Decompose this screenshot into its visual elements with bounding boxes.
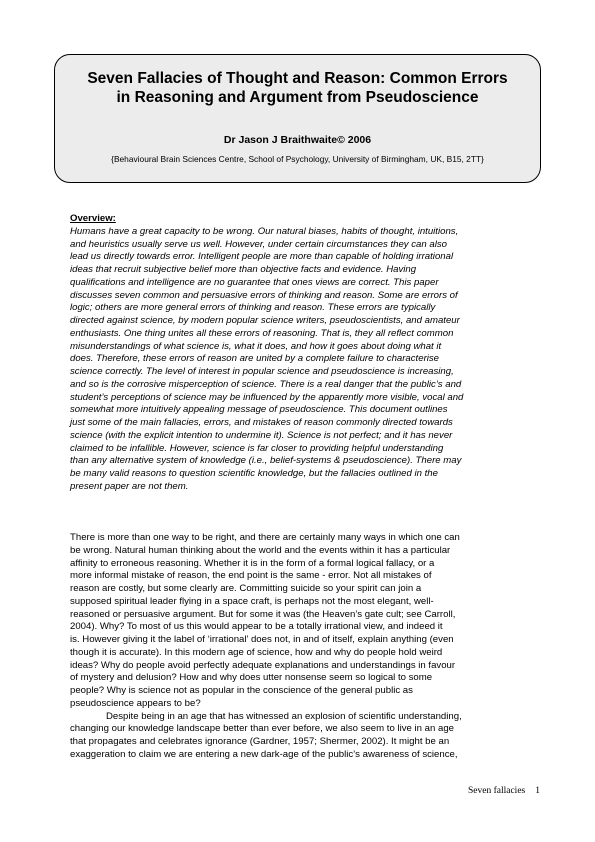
text-line: does. Therefore, these errors of reason are united by a complete failure to characterise [70,353,440,365]
text-line: 2004). Why? To most of us this would appear to be a totally irrational view, and indeed it [70,621,443,633]
body-text [70,532,535,762]
overview-abstract [70,226,530,494]
paper-title [65,69,530,107]
text-line: claimed to be infallible. However, science is far closer to providing helpful understanding [70,442,444,454]
text-line: lead us directly towards error. Intelligent people are more than capable of holding irrational [70,251,454,263]
text-line: reasoned or persuasive argument. But for some it was (the Heaven’s gate cult; see Carroll, [70,608,456,620]
text-line: logic; others are more general errors of thinking and reason. These errors are typically [70,302,436,314]
overview-section [70,213,530,494]
text-line: enthusiasts. One thing unites all these errors of reasoning. That is, they all reflect common [70,327,454,339]
author-line: Dr Jason J Braithwaite© 2006 [223,134,372,146]
title-line: in Reasoning and Argument from Pseudoscience [116,89,479,106]
running-title: Seven fallacies [468,786,526,796]
text-line: misunderstandings of what science is, what it does, and how it goes about doing what it [70,340,442,352]
page-number: 1 [535,786,540,796]
text-line: science correctly. The level of interest in popular science and pseudoscience is increasing, [70,366,454,377]
text-line: reason are costly, but some clearly are. Committing suicide so your spirit can join a [70,583,422,594]
title-line: Seven Fallacies of Thought and Reason: Common Errors [87,70,508,87]
paragraph-1 [70,532,535,711]
text-line: be wrong. Natural human thinking about the world and the events within it has a particular [70,544,451,556]
text-line: and heuristics usually serve us well. However, under certain circumstances they can also [70,238,447,250]
text-line: ideas? Why do people avoid perfectly adequate explanations and understandings in favour [70,659,456,671]
text-line: though it is accurate). In this modern age of science, how and why do people hold weird [70,646,443,658]
text-line: discusses seven common and persuasive errors of thinking and reason. Some are errors of [70,289,458,301]
text-line: than any alternative system of knowledge (i.e., belief-systems & pseudoscience). There may [70,455,462,467]
overview-heading: Overview: [70,213,116,224]
text-line: student’s perceptions of science may be influenced by the apparently more visible, vocal and [70,391,464,403]
paragraph-2 [70,711,535,762]
text-line: people? Why is science not as popular in the conscience of the general public as [70,685,413,696]
text-line: science (with the explicit intention to undermine it). Science is not perfect; and it has never [70,429,453,441]
text-line: qualifications and intelligence are no guarantee that ones views are correct. This paper [70,276,439,288]
text-line: changing our knowledge landscape better than ever before, we also seem to live in an age [70,723,454,735]
text-line: There is more than one way to be right, and there are certainly many ways in which one can [70,532,460,543]
text-line: directed against science, by modern popular science writers, pseudoscientists, and amateur [70,315,460,326]
affiliation: {Behavioural Brain Sciences Centre, School of Psychology, University of Birmingham, UK, B15, 2TT} [111,154,484,164]
text-line: pseudoscience appears to be? [70,697,201,709]
text-line: Despite being in an age that has witnessed an explosion of scientific understanding, [106,710,462,722]
text-line: and so is the corrosive misperception of science. There is a real danger that the public’s and [70,378,462,390]
text-line: somewhat more intuitively appealing message of pseudoscience. This document outlines [70,404,448,416]
text-line: is. However giving it the label of ‘irrational’ does not, in and of itself, explain anything (even [70,634,454,645]
text-line: of mystery and delusion? How and why does utter nonsense seem so logical to some [70,672,433,684]
page-footer [400,786,540,796]
text-line: affinity to erroneous reasoning. Whether it is in the form of a formal logical fallacy, or a [70,557,435,569]
title-box [54,54,541,183]
text-line: present paper are not them. [70,480,189,492]
text-line: be many valid reasons to question scientific knowledge, but the fallacies outlined in the [70,468,438,479]
text-line: just some of the main fallacies, errors, and mistakes of reason commonly directed towards [70,417,453,428]
text-line: Humans have a great capacity to be wrong. Our natural biases, habits of thought, intuitions, [70,225,459,237]
text-line: supposed spiritual leader flying in a space craft, is perhaps not the most elegant, well- [70,595,434,607]
text-line: that propagates and celebrates ignorance (Gardner, 1957; Shermer, 2002). It might be an [70,736,450,747]
text-line: more informal mistake of reason, the end point is the same - error. Not all mistakes of [70,570,432,582]
text-line: exaggeration to claim we are entering a new dark-age of the public’s awareness of science, [70,748,458,760]
text-line: ideas that recruit subjective belief more than objective facts and evidence. Having [70,264,417,275]
